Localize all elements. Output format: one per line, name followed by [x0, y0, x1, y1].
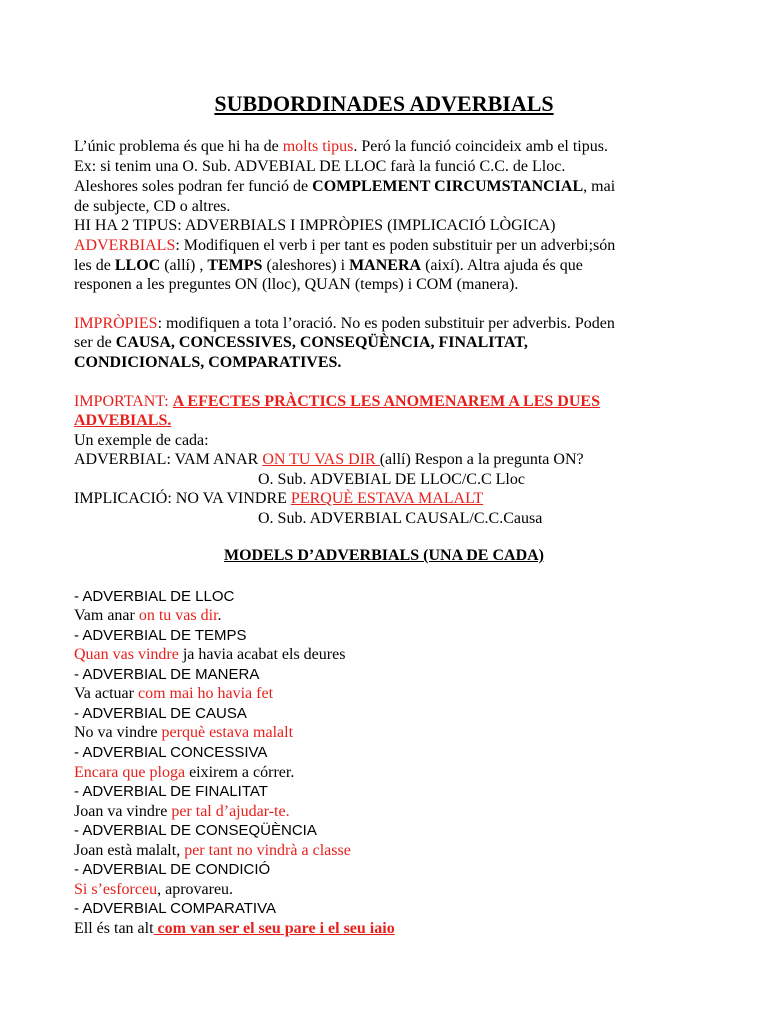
model-text: . — [217, 607, 222, 624]
adverbials-text: : Modifiquen el verb i per tant es poden substituir per un adverbi;són — [175, 237, 616, 254]
impropies-text: ser de — [74, 334, 116, 351]
adverbials-line-1 — [74, 236, 615, 256]
model-text: Va actuar — [74, 685, 138, 702]
impropies-bold: CAUSA, CONCESSIVES, CONSEQÜÈNCIA, FINALITAT, — [115, 334, 528, 351]
examples-intro: Un exemple de cada: — [74, 432, 209, 449]
example-text: (allí) Respon a la pregunta ON? — [379, 451, 584, 468]
model-example — [74, 841, 351, 861]
model-example — [74, 606, 222, 626]
adverbials-text: (així). Altra ajuda és que — [421, 257, 583, 274]
adverbials-bold: TEMPS — [207, 257, 263, 274]
adverbials-line-2 — [74, 256, 583, 276]
adverbials-text: (allí) , — [160, 257, 208, 274]
model-text: eixirem a córrer. — [185, 764, 295, 781]
intro-highlight: molts tipus — [282, 138, 354, 155]
intro-line-4: de subjecte, CD o altres. — [74, 198, 231, 215]
model-highlight: per tant no vindrà a classe — [184, 842, 351, 859]
example-adverbial-note: O. Sub. ADVEBIAL DE LLOC/C.C Lloc — [258, 471, 525, 488]
model-example — [74, 723, 293, 743]
models-title: MODELS D’ADVERBIALS (UNA DE CADA) — [223, 547, 545, 564]
intro-line-2: Ex: si tenim una O. Sub. ADVEBIAL DE LLOC farà la funció C.C. de Lloc. — [74, 158, 566, 175]
model-example — [74, 919, 395, 939]
model-highlight: per tal d’ajudar-te. — [171, 803, 290, 820]
intro-text: . Peró la funció coincideix amb el tipus. — [353, 138, 608, 155]
model-heading: - ADVERBIAL CONCESSIVA — [74, 744, 268, 761]
model-highlight: Encara que ploga — [74, 764, 186, 781]
model-highlight: Si s’esforceu — [74, 881, 158, 898]
important-line-1 — [74, 392, 600, 412]
model-text: Vam anar — [74, 607, 139, 624]
model-text: Joan va vindre — [74, 803, 172, 820]
intro-line-1 — [74, 137, 608, 157]
example-implicacio-note: O. Sub. ADVERBIAL CAUSAL/C.C.Causa — [258, 510, 543, 527]
adverbials-label: ADVERBIALS — [74, 237, 176, 254]
model-heading: - ADVERBIAL DE CONSEQÜÈNCIA — [74, 822, 317, 839]
model-highlight: Quan vas vindre — [74, 646, 179, 663]
important-label: IMPORTANT: — [74, 393, 173, 410]
impropies-line-1 — [74, 314, 615, 334]
model-heading: - ADVERBIAL DE MANERA — [74, 666, 260, 683]
intro-bold: COMPLEMENT CIRCUMSTANCIAL — [312, 178, 584, 195]
intro-text: , mai — [583, 178, 616, 195]
example-highlight: ON TU VAS DIR — [262, 451, 380, 468]
adverbials-bold: LLOC — [114, 257, 161, 274]
adverbials-bold: MANERA — [349, 257, 422, 274]
example-text: IMPLICACIÓ: NO VA VINDRE — [74, 490, 291, 507]
important-text: A EFECTES PRÀCTICS LES ANOMENAREM A LES DUES — [172, 393, 600, 410]
impropies-line-2 — [74, 333, 528, 353]
example-adverbial — [74, 450, 584, 470]
model-heading: - ADVERBIAL DE LLOC — [74, 588, 235, 605]
model-heading: - ADVERBIAL DE FINALITAT — [74, 783, 268, 800]
model-example — [74, 802, 290, 822]
model-highlight: perquè estava malalt — [161, 724, 294, 741]
model-heading: - ADVERBIAL DE TEMPS — [74, 627, 247, 644]
model-example — [74, 880, 233, 900]
model-heading: - ADVERBIAL COMPARATIVA — [74, 900, 276, 917]
impropies-line-3: CONDICIONALS, COMPARATIVES. — [74, 354, 342, 371]
model-highlight: com mai ho havia fet — [137, 685, 274, 702]
model-text: , aprovareu. — [157, 881, 234, 898]
adverbials-text: les de — [74, 257, 115, 274]
model-example — [74, 763, 294, 783]
example-text: ADVERBIAL: VAM ANAR — [74, 451, 263, 468]
intro-text: Aleshores soles podran fer funció de — [74, 178, 313, 195]
model-text: Joan està malalt, — [74, 842, 185, 859]
model-example — [74, 684, 273, 704]
intro-line-3 — [74, 177, 615, 197]
intro-line-5: HI HA 2 TIPUS: ADVERBIALS I IMPRÒPIES (IMPLICACIÓ LÒGICA) — [74, 217, 556, 234]
important-line-2: ADVEBIALS. — [74, 412, 172, 429]
model-text: ja havia acabat els deures — [178, 646, 346, 663]
model-highlight: on tu vas dir — [138, 607, 218, 624]
model-highlight: com van ser el seu pare i el seu iaio — [153, 920, 395, 937]
adverbials-text: (aleshores) i — [262, 257, 350, 274]
intro-text: L’únic problema és que hi ha de — [74, 138, 283, 155]
model-heading: - ADVERBIAL DE CONDICIÓ — [74, 861, 271, 878]
impropies-label: IMPRÒPIES — [74, 315, 158, 332]
model-example — [74, 645, 345, 665]
page-title: SUBDORDINADES ADVERBIALS — [214, 91, 554, 116]
model-text: Ell és tan alt — [74, 920, 154, 937]
example-highlight: PERQUÈ ESTAVA MALALT — [290, 490, 484, 507]
adverbials-line-3: responen a les preguntes ON (lloc), QUAN (temps) i COM (manera). — [74, 276, 519, 293]
example-implicacio — [74, 489, 483, 509]
model-text: No va vindre — [74, 724, 162, 741]
impropies-text: : modifiquen a tota l’oració. No es poden substituir per adverbis. Poden — [157, 315, 615, 332]
model-heading: - ADVERBIAL DE CAUSA — [74, 705, 247, 722]
